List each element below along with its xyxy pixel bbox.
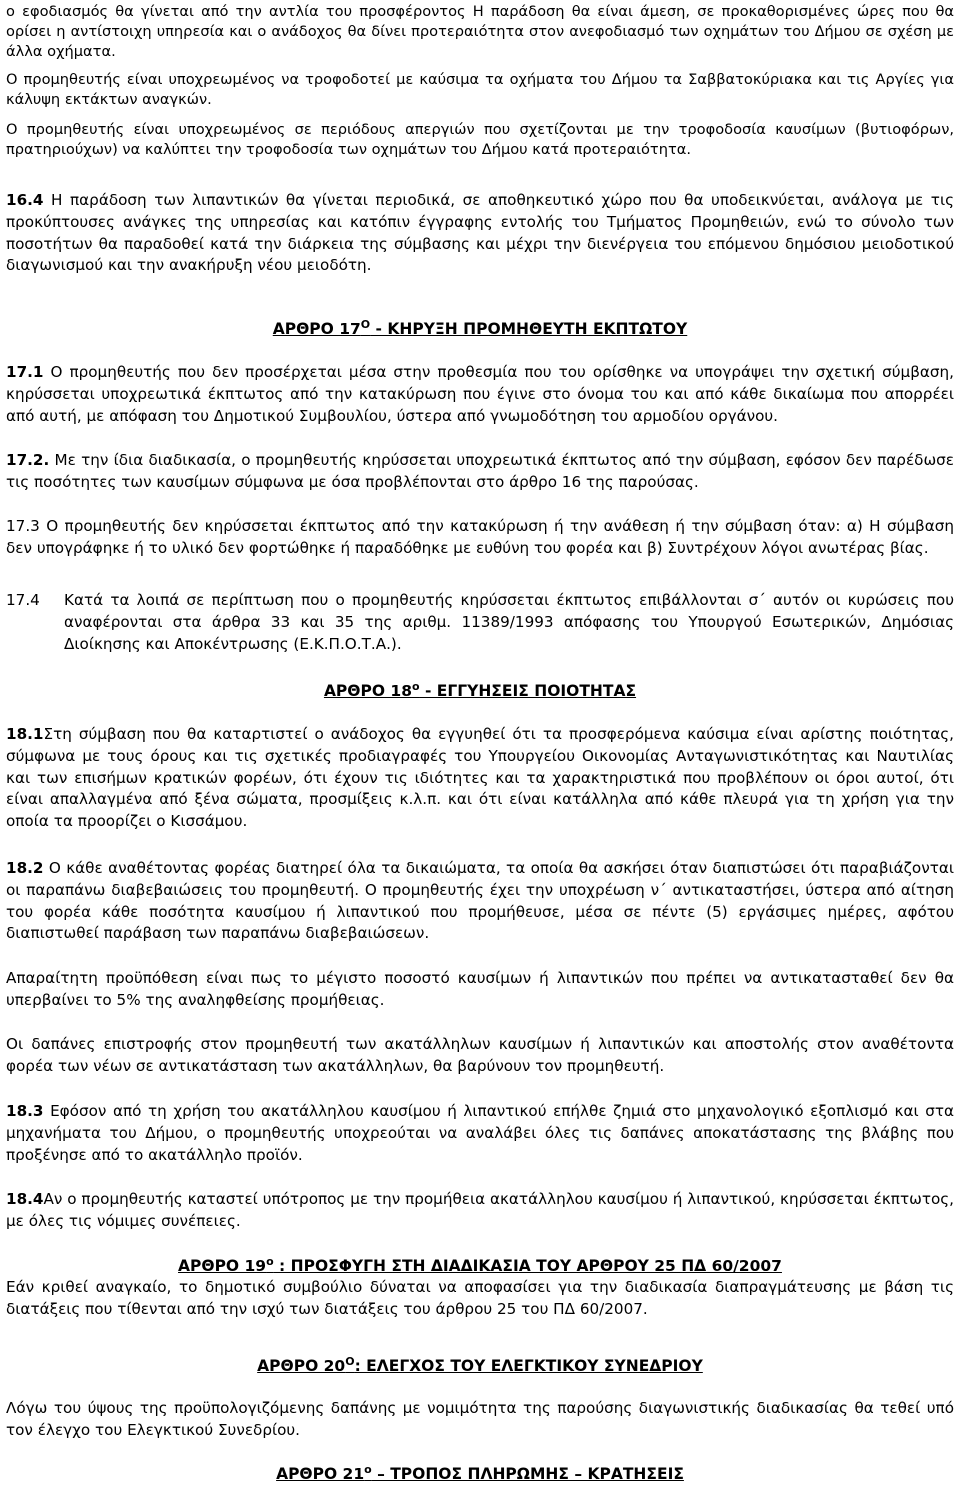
paragraph-fueling-delivery: ο εφοδιασμός θα γίνεται από την αντλία του προσφέροντος Η παράδοση θα είναι άμεση, σε προκαθορισμένες ώρες που θα ορίσει η αντίστοιχη υπηρεσία και ο ανάδοχος θα δίνει προτεραιότητα στον ανεφοδιασμό των οχημάτων του Δήμου σε σχέση με άλλα οχήματα. bbox=[6, 3, 954, 61]
heading-article-19: ΑΡΘΡΟ $19^o$ : ΠΡΟΣΦΥΓΗ ΣΤΗ ΔΙΑΔΙΚΑΣΙΑ ΤΟΥ ΑΡΘΡΟΥ 25 ΠΔ 60/2007 bbox=[178, 1254, 782, 1275]
paragraph-17-2: 17.2. Με την ίδια διαδικασία, ο προμηθευτής κηρύσσεται υποχρεωτικά έκπτωτος από την σύμβαση, εφόσον δεν παρέδωσε τις ποσότητες των καυσίμων σύμφωνα με όσα προβλέπονται στο άρθρο 16 της παρούσας. bbox=[6, 451, 954, 491]
paragraph-article-19: Εάν κριθεί αναγκαίο, το δημοτικό συμβούλιο δύναται να αποφασίσει για την διαδικασία διαπραγμάτευσης με βάση τις διατάξεις που τίθενται από την ισχύ των διατάξεις του άρθρου 25 του ΠΔ 60/2007. bbox=[6, 1278, 954, 1318]
paragraph-17-1: 17.1 Ο προμηθευτής που δεν προσέρχεται μέσα στην προθεσμία που του ορίσθηκε να υπογράψει την σχετική σύμβαση, κηρύσσεται υποχρεωτικά έκπτωτος από την κατακύρωση που έγινε στο όνομα του και από κάθε δικαίωμα που απορρέει από αυτή, με απόφαση του Δημοτικού Συμβουλίου, ύστερα από γνωμοδότηση του αρμοδίου οργάνου. bbox=[6, 363, 954, 425]
paragraph-17-4: 17.4 Κατά τα λοιπά σε περίπτωση που ο προμηθευτής κηρύσσεται έκπτωτος επιβάλλονται σ΄ αυτόν οι κυρώσεις που αναφέρονται στα άρθρα 33 και 35 της αριθμ. 11389/1993 απόφασης του Υπουργού Εσωτερικών, Δημόσιας Διοίκησης και Αποκέντρωσης (Ε.Κ.Π.Ο.Τ.Α.). bbox=[6, 591, 954, 653]
paragraph-16-4: 16.4 Η παράδοση των λιπαντικών θα γίνεται περιοδικά, σε αποθηκευτικό χώρο που θα υποδεικνύεται, ανάλογα με τις προκύπτουσες ανάγκες της υπηρεσίας και κατόπιν έγγραφης εντολής του Τμήματος Προμηθειών, ενώ το σύνολο των ποσοτήτων θα παραδοθεί κατά την διάρκεια της σύμβασης και μέχρι την διενέργεια του επόμενου δημόσιου μειοδοτικού διαγωνισμού και την ανακήρυξη νέου μειοδότη. bbox=[6, 191, 954, 275]
section-number: 17.4 bbox=[6, 591, 40, 609]
paragraph-18-1: 18.1Στη σύμβαση που θα καταρτιστεί ο ανάδοχος θα εγγυηθεί ότι τα προσφερόμενα καύσιμα είναι αρίστης ποιότητας, σύμφωνα με τους όρους και τις σχετικές προδιαγραφές του Υπουργείου Οικονομίας Ανταγωνιστικότητας και Ναυτιλίας και των επισήμων κρατικών φορέων, ότι έχουν τις ιδιότητες και τα χαρακτηριστικά που προβλέπουν οι όροι αυτοί, ότι είναι απαλλαγμένα από ξένα σώματα, προσμίξεις κ.λ.π. και ότι είναι κατάλληλα από κάθε πλευρά για τη χρήση για την οποία τα προορίζει ο Κισσάμου. bbox=[6, 725, 954, 831]
section-number: 18.4 bbox=[6, 1190, 44, 1208]
paragraph-18-2-limit: Απαραίτητη προϋπόθεση είναι πως το μέγιστο ποσοστό καυσίμων ή λιπαντικών που πρέπει να αντικατασταθεί δεν θα υπερβαίνει το 5% της αναληφθείσης προμήθειας. bbox=[6, 969, 954, 1009]
paragraph-18-3: 18.3 Εφόσον από τη χρήση του ακατάλληλου καυσίμου ή λιπαντικού επήλθε ζημιά στο μηχανολογικό εξοπλισμό και στα μηχανήματα του Δήμου, ο προμηθευτής υποχρεούται να αναλάβει όλες τις δαπάνες αποκατάστασης της βλάβης που προξένησε από το ακατάλληλο προϊόν. bbox=[6, 1102, 954, 1164]
section-number: 17.2. bbox=[6, 451, 50, 469]
paragraph-18-2: 18.2 Ο κάθε αναθέτοντας φορέας διατηρεί όλα τα δικαιώματα, τα οποία θα ασκήσει όταν διαπιστώσει ότι παραβιάζονται οι παραπάνω διαβεβαιώσεις του προμηθευτή. Ο προμηθευτής έχει την υποχρέωση ν΄ αντικαταστήσει, ύστερα από αίτηση του φορέα κάθε ποσότητα καυσίμου ή λιπαντικού που προμήθευσε, μέσα σε πέντε (5) εργάσιμες ημέρες, αφότου διαπιστωθεί παράβαση των παραπάνω διαβεβαιώσεων. bbox=[6, 859, 954, 943]
paragraph-weekend-supply: Ο προμηθευτής είναι υποχρεωμένος να τροφοδοτεί με καύσιμα τα οχήματα του Δήμου τα Σαββατοκύριακα και τις Αργίες για κάλυψη εκτάκτων αναγκών. bbox=[6, 71, 954, 109]
section-number: 18.2 bbox=[6, 859, 44, 877]
section-number: 18.3 bbox=[6, 1102, 44, 1120]
section-number: 16.4 bbox=[6, 191, 44, 209]
paragraph-18-4: 18.4Αν ο προμηθευτής καταστεί υπότροπος με την προμήθεια ακατάλληλου καυσίμου ή λιπαντικού, κηρύσσεται έκπτωτος, με όλες τις νόμιμες συνέπειες. bbox=[6, 1190, 954, 1230]
heading-article-21: ΑΡΘΡΟ $21^o$ – ΤΡΟΠΟΣ ΠΛΗΡΩΜΗΣ – ΚΡΑΤΗΣΕΙΣ bbox=[276, 1462, 684, 1483]
heading-article-18: ΑΡΘΡΟ $18^o$ - ΕΓΓΥΗΣΕΙΣ ΠΟΙΟΤΗΤΑΣ bbox=[323, 679, 637, 700]
paragraph-article-20: Λόγω του ύψους της προϋπολογιζόμενης δαπάνης με νομιμότητα της παρούσης διαγωνιστικής διαδικασίας θα τεθεί υπό τον έλεγχο του Ελεγκτικού Συνεδρίου. bbox=[6, 1399, 954, 1439]
section-number: 17.1 bbox=[6, 363, 44, 381]
paragraph-strike-supply: Ο προμηθευτής είναι υποχρεωμένος σε περιόδους απεργιών που σχετίζονται με την τροφοδοσία καυσίμων (βυτιοφόρων, πρατηριούχων) να καλύπτει την τροφοδοσία των οχημάτων του Δήμου κατά προτεραιότητα. bbox=[6, 121, 954, 159]
heading-article-20: ΑΡΘΡΟ $20^O$: ΕΛΕΓΧΟΣ ΤΟΥ ΕΛΕΓΚΤΙΚΟΥ ΣΥΝΕΔΡΙΟΥ bbox=[257, 1354, 703, 1375]
paragraph-18-2-costs: Οι δαπάνες επιστροφής στον προμηθευτή των ακατάλληλων καυσίμων ή λιπαντικών και αποστολής στον αναθέτοντα φορέα των νέων σε αντικατάσταση των ακατάλληλων, θα βαρύνουν τον προμηθευτή. bbox=[6, 1035, 954, 1075]
paragraph-17-3: 17.3 Ο προμηθευτής δεν κηρύσσεται έκπτωτος από την κατακύρωση ή την ανάθεση ή την σύμβαση όταν: α) Η σύμβαση δεν υπογράφηκε ή το υλικό δεν φορτώθηκε ή παραδόθηκε με ευθύνη του φορέα και β) Συντρέχουν λόγοι ανωτέρας βίας. bbox=[6, 517, 954, 557]
heading-article-17: ΑΡΘΡΟ $17^O$ - ΚΗΡΥΞΗ ΠΡΟΜΗΘΕΥΤΗ ΕΚΠΤΩΤΟΥ bbox=[272, 317, 688, 338]
section-number: 18.1 bbox=[6, 725, 44, 743]
